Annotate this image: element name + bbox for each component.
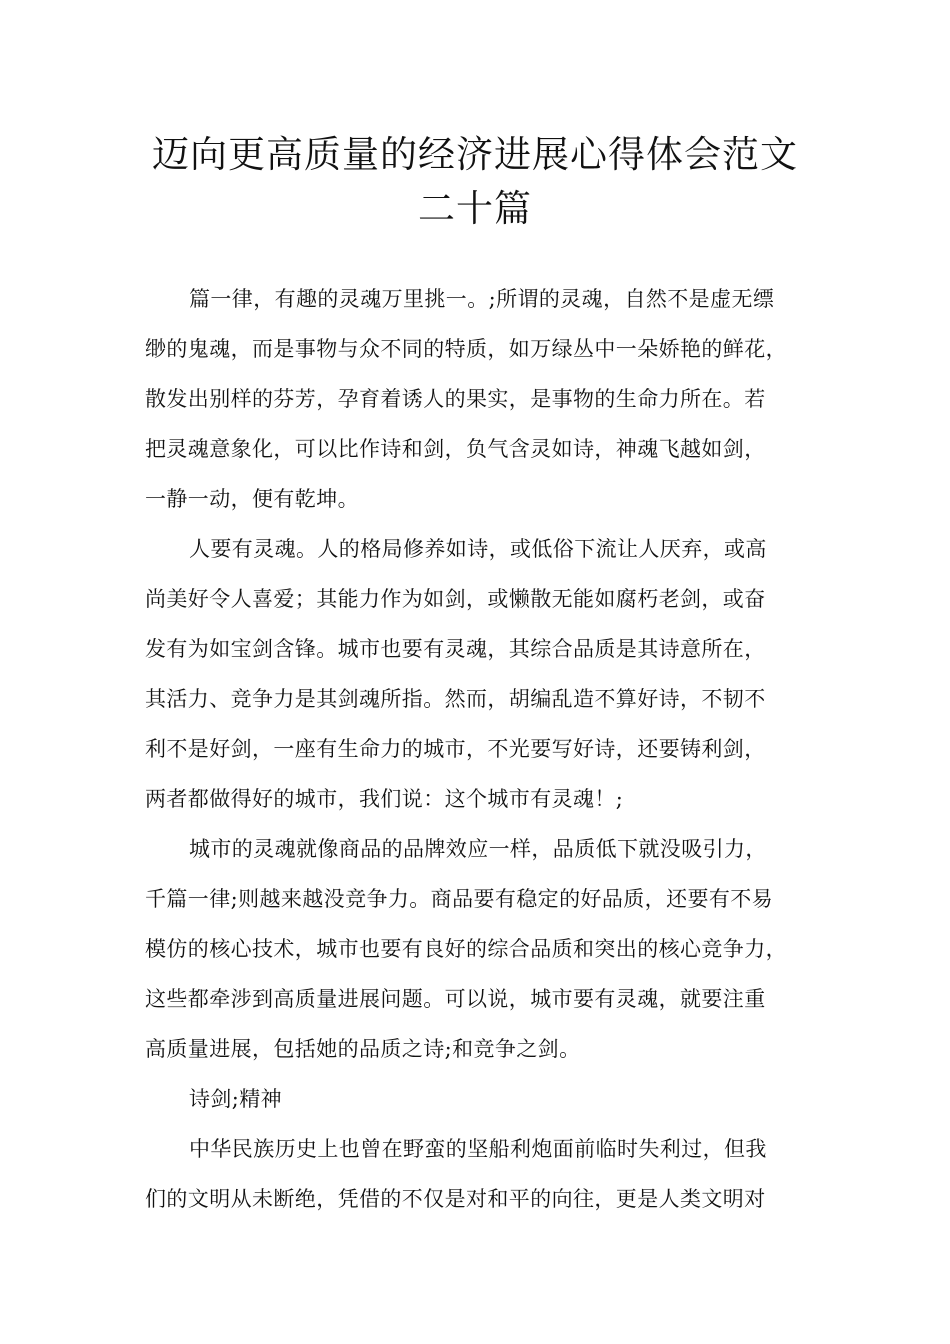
paragraph-line: 模仿的核心技术，城市也要有良好的综合品质和突出的核心竞争力， — [145, 937, 787, 961]
paragraph-line: 把灵魂意象化，可以比作诗和剑，负气含灵如诗，神魂飞越如剑， — [145, 437, 766, 461]
paragraph-line: 发有为如宝剑含锋。城市也要有灵魂，其综合品质是其诗意所在， — [145, 637, 766, 661]
paragraph-line: 散发出别样的芬芳，孕育着诱人的果实，是事物的生命力所在。若 — [145, 387, 766, 411]
paragraph-line: 千篇一律;则越来越没竞争力。商品要有稳定的好品质，还要有不易 — [145, 887, 774, 911]
paragraph-line: 利不是好剑，一座有生命力的城市，不光要写好诗，还要铸利剑， — [145, 737, 766, 761]
paragraph-line: 高质量进展，包括她的品质之诗;和竞争之剑。 — [145, 1037, 581, 1061]
paragraph-line: 一静一动，便有乾坤。 — [145, 487, 359, 511]
document-body — [145, 283, 825, 1233]
paragraph-line: 人要有灵魂。人的格局修养如诗，或低俗下流让人厌弃，或高 — [189, 537, 767, 561]
paragraph-line: 其活力、竞争力是其剑魂所指。然而，胡编乱造不算好诗，不韧不 — [145, 687, 766, 711]
paragraph-line: 缈的鬼魂，而是事物与众不同的特质，如万绿丛中一朵娇艳的鲜花， — [145, 337, 787, 361]
paragraph-line: 中华民族历史上也曾在野蛮的坚船利炮面前临时失利过，但我 — [189, 1137, 767, 1161]
section-heading: 诗剑;精神 — [189, 1087, 283, 1111]
paragraph-line: 篇一律，有趣的灵魂万里挑一。;所谓的灵魂，自然不是虚无缥 — [189, 287, 775, 311]
paragraph-line: 城市的灵魂就像商品的品牌效应一样，品质低下就没吸引力， — [189, 837, 767, 861]
title-line-1: 迈向更高质量的经济进展心得体会范文 — [152, 133, 798, 176]
paragraph-line: 尚美好令人喜爱；其能力作为如剑，或懒散无能如腐朽老剑，或奋 — [145, 587, 766, 611]
document-title — [110, 128, 840, 236]
paragraph-line: 两者都做得好的城市，我们说：这个城市有灵魂！; — [145, 787, 624, 811]
paragraph-line: 们的文明从未断绝，凭借的不仅是对和平的向往，更是人类文明对 — [145, 1187, 766, 1211]
title-line-2: 二十篇 — [418, 187, 532, 230]
paragraph-line: 这些都牵涉到高质量进展问题。可以说，城市要有灵魂，就要注重 — [145, 987, 766, 1011]
